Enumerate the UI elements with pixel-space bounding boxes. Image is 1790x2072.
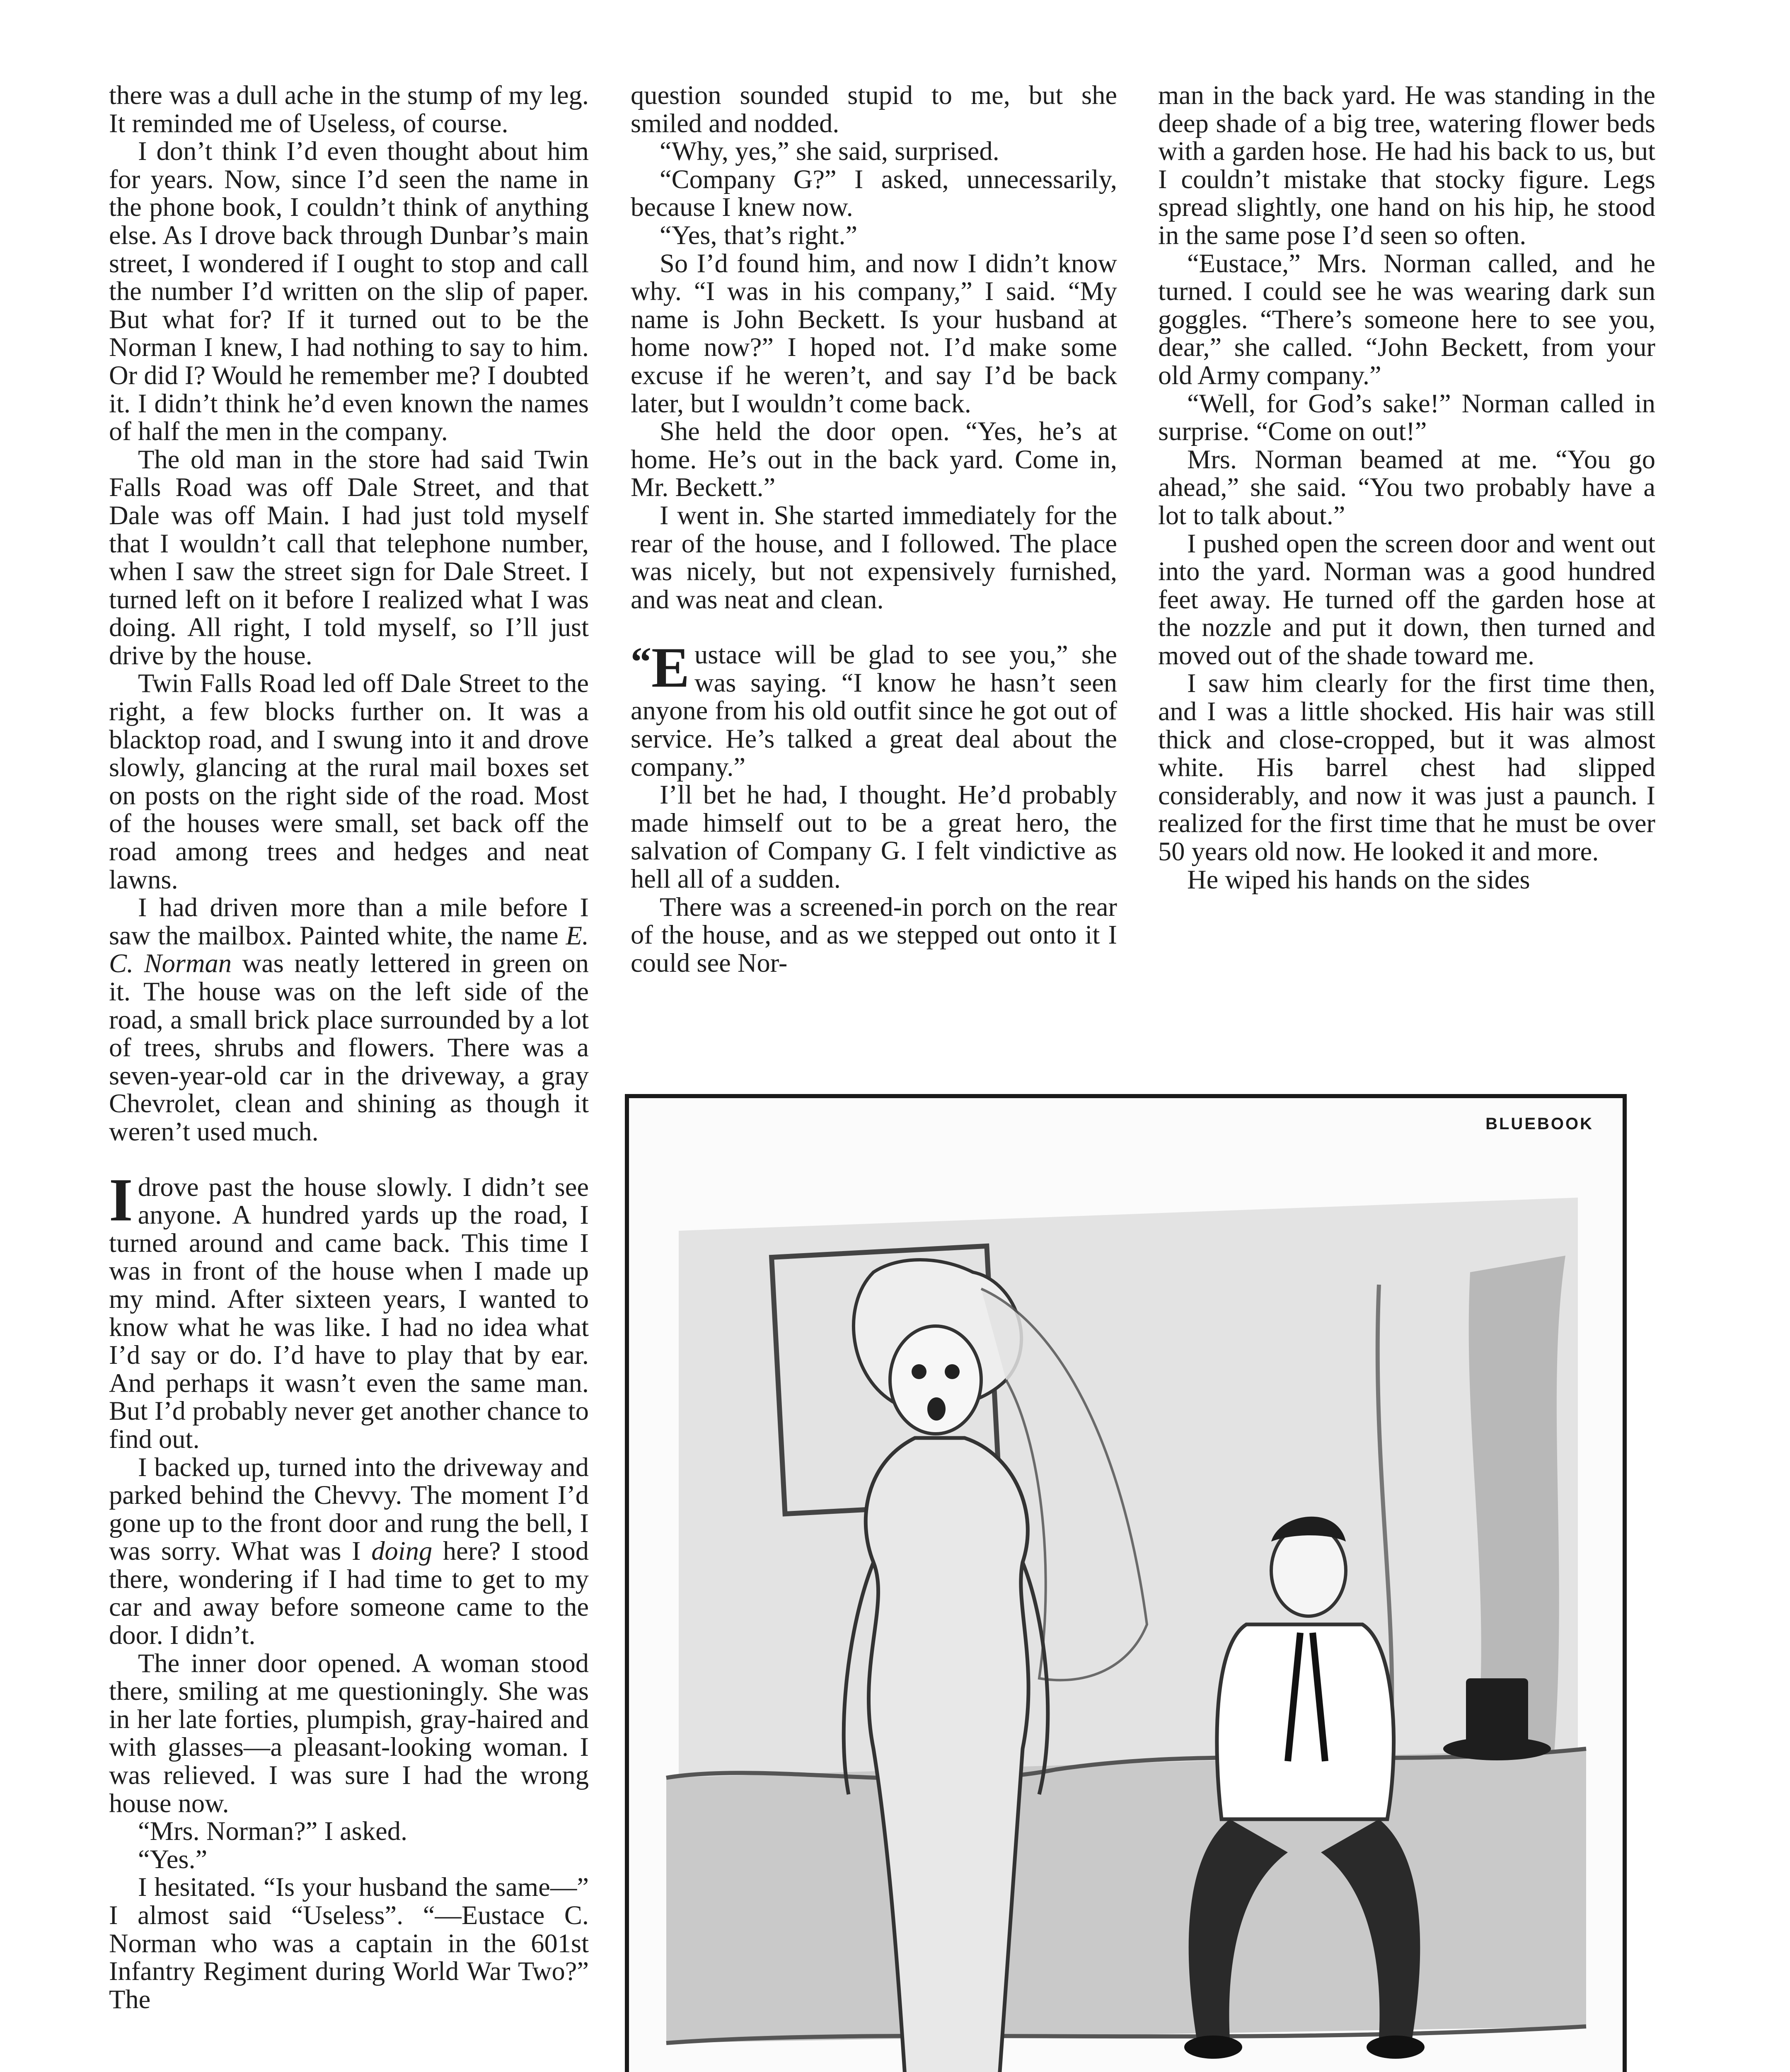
paragraph: The old man in the store had said Twin Falls Road was off Dale Street, and that Dale was off Main. I had just told myself that I wouldn’t call that telephone number, when I saw the street sign for Dale Street. I turned left on it before I realized what I was doing. All right, I told myself, so I’ll just drive by the house. bbox=[109, 444, 589, 670]
emphasis: doing bbox=[371, 1536, 433, 1566]
text-run: was neatly lettered in green on it. The house was on the left side of the road, a small brick place surrounded by a lot of trees, shrubs and flowers. There was a seven-year-old car in the driveway, a gray Chevrolet, clean and shining as though it weren’t used much. bbox=[109, 949, 589, 1146]
text-run: drove past the house slowly. I didn’t see anyone. A hundred yards up the road, I turned around and came back. This time I was in front of the house when I made up my mind. After sixteen years, I wanted to know what he was like. I had no idea what I’d say or do. I’d have to play that by ear. And perhaps it wasn’t even the same man. But I’d probably never get another chance to find out. bbox=[109, 1172, 589, 1454]
paragraph: She held the door open. “Yes, he’s at home. He’s out in the back yard. Come in, Mr. Beckett.” bbox=[631, 416, 1117, 502]
paragraph: There was a screened-in porch on the rear of the house, and as we stepped out onto it I could see Nor- bbox=[631, 892, 1117, 978]
section-paragraph bbox=[109, 1166, 589, 1454]
cartoon-panel bbox=[625, 1094, 1627, 2072]
text-run: here? I stood there, wondering if I had time to get to my car and away before someone came to the door. I didn’t. bbox=[109, 1536, 589, 1650]
text-run: I had driven more than a mile before I saw the mailbox. Painted white, the name bbox=[109, 893, 589, 950]
paragraph: “Company G?” I asked, unnecessarily, because I knew now. bbox=[631, 164, 1117, 222]
paragraph: I saw him clearly for the first time then, and I was a little shocked. His hair was still thick and close-cropped, but it was almost white. His barrel chest had slipped considerably, and now it was just a paunch. I realized for the first time that he must be over 50 years old now. He looked it and more. bbox=[1158, 668, 1655, 867]
paragraph: Mrs. Norman beamed at me. “You go ahead,” she said. “You two probably have a lot to talk about.” bbox=[1158, 444, 1655, 530]
paragraph: “Yes.” bbox=[138, 1844, 208, 1874]
paragraph: “Eustace,” Mrs. Norman called, and he turned. I could see he was wearing dark sun goggles. “There’s someone here to see you, dear,” she called. “John Beckett, from your old Army company.” bbox=[1158, 248, 1655, 390]
paragraph: “Yes, that’s right.” bbox=[660, 220, 858, 250]
paragraph: I pushed open the screen door and went out into the yard. Norman was a good hundred feet away. He turned off the garden hose at the nozzle and put it down, then turned and moved out of the shade toward me. bbox=[1158, 528, 1655, 670]
drop-cap-letter: E bbox=[651, 636, 690, 700]
paragraph: So I’d found him, and now I didn’t know why. “I was in his company,” I said. “My name is John Beckett. Is your husband at home now?” I hoped not. I’d make some excuse if he weren’t, and say I’d be back later, but I wouldn’t come back. bbox=[631, 248, 1117, 418]
paragraph: man in the back yard. He was standing in the deep shade of a big tree, watering flower beds with a garden hose. He had his back to us, but I couldn’t mistake that stocky figure. Legs spread slightly, one hand on his hip, he stood in the same pose I’d seen so often. bbox=[1158, 80, 1655, 250]
paragraph: “Why, yes,” she said, surprised. bbox=[660, 136, 999, 166]
paragraph: I hesitated. “Is your husband the same—” I almost said “Useless”. “—Eustace C. Norman who was a captain in the 601st Infantry Regiment during World War Two?” The bbox=[109, 1872, 589, 2014]
paragraph: there was a dull ache in the stump of my leg. It reminded me of Useless, of course. bbox=[109, 80, 589, 138]
cartoon-source-label: BLUEBOOK bbox=[1485, 1115, 1594, 1133]
text-column-3 bbox=[1158, 81, 1655, 893]
paragraph bbox=[109, 1453, 589, 1649]
drop-cap: I bbox=[109, 1166, 133, 1234]
mailbox-name: E. C. Norman bbox=[109, 920, 589, 978]
text-run: ustace will be glad to see you,” she was saying. “I know he hasn’t seen anyone from his old outfit since he got out of service. He’s talked a great deal about the company.” bbox=[631, 640, 1117, 782]
paragraph: Twin Falls Road led off Dale Street to the right, a few blocks further on. It was a blacktop road, and I swung into it and drove slowly, glancing at the rural mail boxes set on posts on the right side of the road. Most of the houses were small, set back off the road among trees and hedges and neat lawns. bbox=[109, 668, 589, 894]
paragraph: He wiped his hands on the sides bbox=[1187, 864, 1530, 894]
cartoon-illustration bbox=[641, 1148, 1610, 2072]
paragraph: “Mrs. Norman?” I asked. bbox=[138, 1816, 408, 1846]
paragraph: question sounded stupid to me, but she smiled and nodded. bbox=[631, 80, 1117, 138]
paragraph: I don’t think I’d even thought about him for years. Now, since I’d seen the name in the phone book, I couldn’t think of anything else. As I drove back through Dunbar’s main street, I wondered if I ought to stop and call the number I’d written on the slip of paper. But what for? If it turned out to be the Norman I knew, I had nothing to say to him. Or did I? Would he remember me? I doubted it. I didn’t think he’d even known the names of half the men in the company. bbox=[109, 136, 589, 446]
paragraph: “Well, for God’s sake!” Norman called in surprise. “Come on out!” bbox=[1158, 388, 1655, 446]
paragraph: The inner door opened. A woman stood there, smiling at me questioningly. She was in her late forties, plumpish, gray-haired and with glasses—a pleasant-looking woman. I was relieved. I was sure I had the wrong house now. bbox=[109, 1648, 589, 1818]
section-paragraph bbox=[631, 636, 1117, 782]
drop-cap bbox=[631, 636, 690, 700]
text-column-1 bbox=[109, 81, 589, 2013]
paragraph: I’ll bet he had, I thought. He’d probably made himself out to be a great hero, the salvation of Company G. I felt vindictive as hell all of a sudden. bbox=[631, 780, 1117, 894]
text-column-2 bbox=[631, 81, 1117, 977]
paragraph: I went in. She started immediately for the rear of the house, and I followed. The place was nicely, but not expensively furnished, and was neat and clean. bbox=[631, 500, 1117, 614]
text-run: I backed up, turned into the driveway and parked behind the Chevvy. The moment I’d gone up to the front door and rung the bell, I was sorry. What was I bbox=[109, 1452, 589, 1566]
drop-cap-quote: “ bbox=[631, 639, 651, 685]
paragraph bbox=[109, 893, 589, 1145]
